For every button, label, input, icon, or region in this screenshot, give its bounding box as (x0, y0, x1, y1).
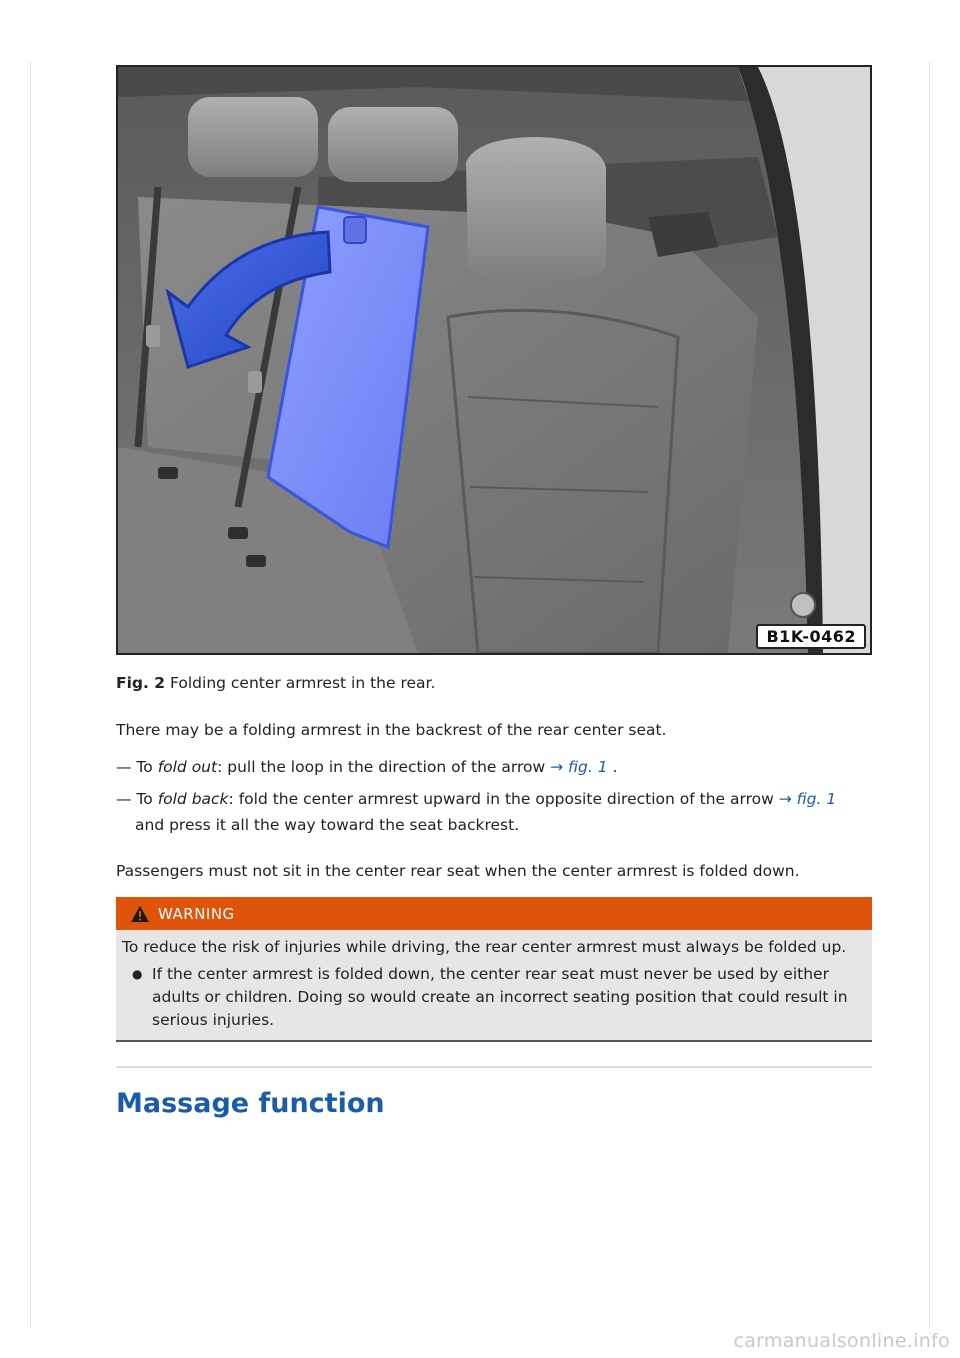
arrow-right-icon: → (778, 790, 792, 808)
figure-caption (116, 672, 876, 694)
intro-paragraph: There may be a folding armrest in the backrest of the rear center seat. (116, 721, 667, 739)
section-heading: Massage function (116, 1088, 385, 1119)
warning-body (116, 930, 872, 1042)
ref-label: fig. (568, 758, 593, 776)
step-tail: . (612, 758, 618, 776)
ref-number: 1 (826, 790, 837, 808)
step-text: : pull the loop in the direction of the arrow (217, 758, 546, 776)
warning-bullet (122, 963, 864, 1032)
ref-label: fig. (796, 790, 822, 808)
warning-intro: To reduce the risk of injuries while driving, the rear center armrest must always be folded up. (122, 938, 847, 956)
left-page-rule (30, 62, 31, 1328)
step-text: : fold the center armrest upward in the opposite direction of the arrow (228, 790, 774, 808)
step-action: fold out (157, 758, 218, 776)
step-fold-back (116, 788, 876, 836)
warning-header (116, 897, 872, 930)
figure-number: Fig. 2 (116, 674, 166, 692)
step-continuation: and press it all the way toward the seat backrest. (135, 816, 520, 834)
section-divider (116, 1066, 872, 1068)
note-paragraph: Passengers must not sit in the center rear seat when the center armrest is folded down. (116, 862, 800, 880)
rear-seat-illustration (118, 67, 870, 653)
warning-title: WARNING (158, 904, 235, 923)
step-action: fold back (157, 790, 229, 808)
step-dash: — To (116, 758, 153, 776)
warning-triangle-icon (130, 905, 150, 923)
watermark: carmanualsonline.info (733, 1330, 950, 1352)
figure-code-label: B1K-0462 (756, 624, 866, 649)
figure-reference-link[interactable] (779, 790, 837, 808)
bullet-dot-icon: ● (132, 967, 143, 981)
figure-caption-text: Folding center armrest in the rear. (170, 674, 436, 692)
warning-bullet-text: If the center armrest is folded down, the center rear seat must never be used by either adults or children. Doing so would create an incorrect seating position that could result in serious injuries. (152, 965, 848, 1029)
step-fold-out (116, 756, 876, 778)
step-dash: — To (116, 790, 153, 808)
warning-box (116, 897, 872, 1042)
figure-reference-link[interactable] (550, 758, 608, 776)
right-page-rule (929, 62, 930, 1328)
rear-seat-armrest-figure (116, 65, 872, 655)
ref-number: 1 (597, 758, 608, 776)
arrow-right-icon: → (550, 758, 564, 776)
